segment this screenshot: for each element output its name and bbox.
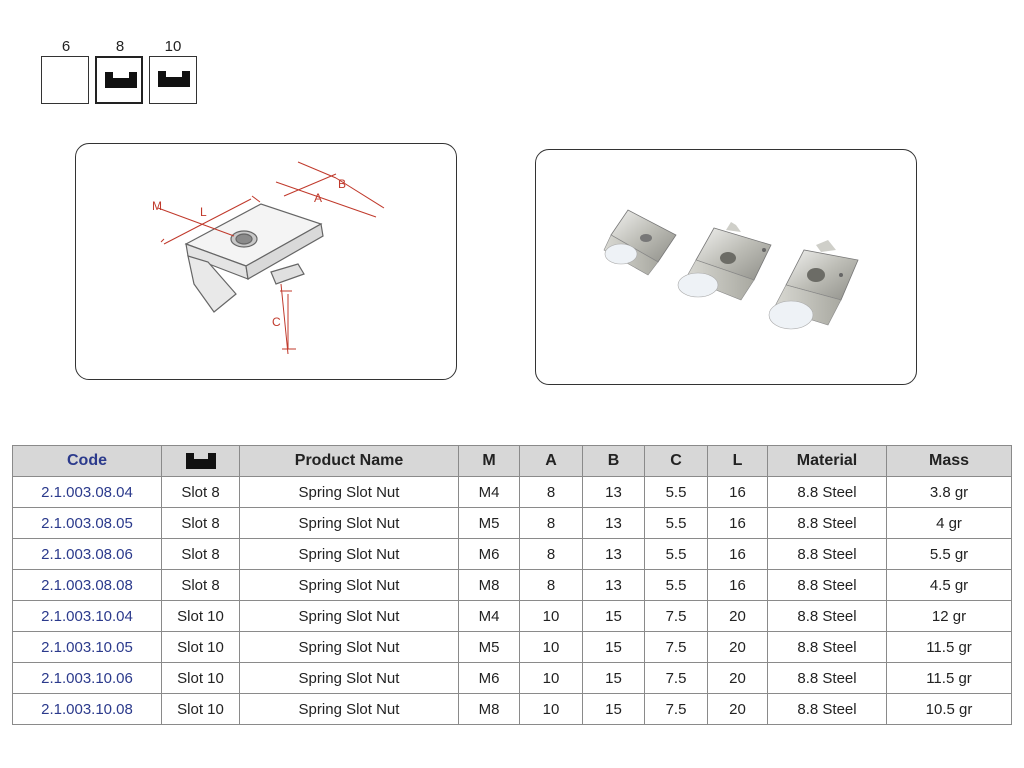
slot-profile-icon bbox=[183, 449, 219, 473]
dimension-drawing bbox=[76, 144, 457, 380]
cell-code: 2.1.003.08.04 bbox=[13, 477, 162, 508]
cell-slot: Slot 8 bbox=[162, 477, 240, 508]
cell-c: 5.5 bbox=[645, 508, 708, 539]
cell-slot: Slot 8 bbox=[162, 508, 240, 539]
header-slot-icon bbox=[162, 446, 240, 477]
cell-slot: Slot 10 bbox=[162, 663, 240, 694]
header-c: C bbox=[645, 446, 708, 477]
product-photo-frame bbox=[535, 149, 917, 385]
cell-slot: Slot 10 bbox=[162, 601, 240, 632]
cell-mass: 5.5 gr bbox=[887, 539, 1012, 570]
cell-name: Spring Slot Nut bbox=[240, 601, 459, 632]
cell-m: M5 bbox=[459, 632, 520, 663]
cell-m: M6 bbox=[459, 539, 520, 570]
cell-mass: 4 gr bbox=[887, 508, 1012, 539]
cell-l: 16 bbox=[708, 570, 768, 601]
cell-b: 15 bbox=[583, 601, 645, 632]
table-row bbox=[13, 694, 1012, 725]
table-row bbox=[13, 663, 1012, 694]
cell-l: 16 bbox=[708, 539, 768, 570]
cell-name: Spring Slot Nut bbox=[240, 477, 459, 508]
cell-c: 5.5 bbox=[645, 570, 708, 601]
cell-b: 15 bbox=[583, 694, 645, 725]
nut-spring-tab bbox=[271, 264, 304, 284]
cell-material: 8.8 Steel bbox=[768, 694, 887, 725]
table-row bbox=[13, 539, 1012, 570]
header-material: Material bbox=[768, 446, 887, 477]
cell-material: 8.8 Steel bbox=[768, 601, 887, 632]
cell-c: 7.5 bbox=[645, 663, 708, 694]
cell-m: M6 bbox=[459, 663, 520, 694]
cell-slot: Slot 10 bbox=[162, 694, 240, 725]
table-body bbox=[13, 477, 1012, 725]
slot-size-10-box[interactable] bbox=[149, 56, 197, 104]
cell-c: 7.5 bbox=[645, 601, 708, 632]
cell-c: 5.5 bbox=[645, 539, 708, 570]
cell-b: 13 bbox=[583, 539, 645, 570]
cell-c: 7.5 bbox=[645, 694, 708, 725]
cell-l: 20 bbox=[708, 694, 768, 725]
cell-l: 16 bbox=[708, 477, 768, 508]
dimension-label-b: B bbox=[338, 177, 347, 191]
dimension-label-a: A bbox=[314, 191, 323, 205]
table-row bbox=[13, 601, 1012, 632]
slot-size-label-6: 6 bbox=[61, 38, 71, 55]
cell-name: Spring Slot Nut bbox=[240, 694, 459, 725]
cell-l: 16 bbox=[708, 508, 768, 539]
header-a: A bbox=[520, 446, 583, 477]
header-code: Code bbox=[13, 446, 162, 477]
header-b: B bbox=[583, 446, 645, 477]
cell-name: Spring Slot Nut bbox=[240, 632, 459, 663]
cell-code: 2.1.003.08.08 bbox=[13, 570, 162, 601]
cell-b: 15 bbox=[583, 663, 645, 694]
cell-code: 2.1.003.10.06 bbox=[13, 663, 162, 694]
cell-c: 7.5 bbox=[645, 632, 708, 663]
slot-size-label-10: 10 bbox=[164, 38, 182, 55]
cell-material: 8.8 Steel bbox=[768, 632, 887, 663]
cell-mass: 10.5 gr bbox=[887, 694, 1012, 725]
cell-material: 8.8 Steel bbox=[768, 539, 887, 570]
table-row bbox=[13, 477, 1012, 508]
dimension-label-l: L bbox=[200, 205, 207, 219]
cell-name: Spring Slot Nut bbox=[240, 508, 459, 539]
table-row bbox=[13, 632, 1012, 663]
cell-a: 10 bbox=[520, 601, 583, 632]
cell-a: 8 bbox=[520, 477, 583, 508]
slot-size-8-box[interactable] bbox=[95, 56, 143, 104]
spec-table bbox=[12, 445, 1012, 725]
cell-code: 2.1.003.10.04 bbox=[13, 601, 162, 632]
technical-drawing-frame bbox=[75, 143, 457, 380]
table-row bbox=[13, 570, 1012, 601]
cell-code: 2.1.003.10.08 bbox=[13, 694, 162, 725]
cell-c: 5.5 bbox=[645, 477, 708, 508]
cell-slot: Slot 8 bbox=[162, 570, 240, 601]
cell-l: 20 bbox=[708, 663, 768, 694]
cell-name: Spring Slot Nut bbox=[240, 539, 459, 570]
cell-name: Spring Slot Nut bbox=[240, 663, 459, 694]
cell-code: 2.1.003.10.05 bbox=[13, 632, 162, 663]
cell-b: 13 bbox=[583, 570, 645, 601]
header-m: M bbox=[459, 446, 520, 477]
cell-material: 8.8 Steel bbox=[768, 570, 887, 601]
product-photo bbox=[536, 150, 917, 385]
cell-material: 8.8 Steel bbox=[768, 663, 887, 694]
cell-b: 13 bbox=[583, 508, 645, 539]
cell-b: 13 bbox=[583, 477, 645, 508]
cell-mass: 12 gr bbox=[887, 601, 1012, 632]
dimension-label-m: M bbox=[152, 199, 162, 213]
cell-m: M8 bbox=[459, 694, 520, 725]
dimension-label-c: C bbox=[272, 315, 281, 329]
cell-slot: Slot 8 bbox=[162, 539, 240, 570]
cell-m: M5 bbox=[459, 508, 520, 539]
table-header-row bbox=[13, 446, 1012, 477]
cell-material: 8.8 Steel bbox=[768, 477, 887, 508]
cell-mass: 4.5 gr bbox=[887, 570, 1012, 601]
cell-slot: Slot 10 bbox=[162, 632, 240, 663]
cell-mass: 3.8 gr bbox=[887, 477, 1012, 508]
nut-photo-small bbox=[604, 210, 676, 275]
nut-photo-large bbox=[769, 240, 858, 329]
slot-profile-icon bbox=[101, 66, 141, 96]
slot-size-6-box[interactable] bbox=[41, 56, 89, 104]
cell-m: M4 bbox=[459, 477, 520, 508]
cell-m: M4 bbox=[459, 601, 520, 632]
cell-b: 15 bbox=[583, 632, 645, 663]
header-l: L bbox=[708, 446, 768, 477]
table-row bbox=[13, 508, 1012, 539]
cell-code: 2.1.003.08.06 bbox=[13, 539, 162, 570]
cell-mass: 11.5 gr bbox=[887, 632, 1012, 663]
cell-a: 10 bbox=[520, 632, 583, 663]
cell-a: 10 bbox=[520, 663, 583, 694]
cell-name: Spring Slot Nut bbox=[240, 570, 459, 601]
cell-a: 8 bbox=[520, 508, 583, 539]
cell-mass: 11.5 gr bbox=[887, 663, 1012, 694]
cell-l: 20 bbox=[708, 601, 768, 632]
cell-code: 2.1.003.08.05 bbox=[13, 508, 162, 539]
cell-a: 8 bbox=[520, 539, 583, 570]
cell-a: 8 bbox=[520, 570, 583, 601]
nut-photo-medium bbox=[678, 222, 771, 300]
cell-a: 10 bbox=[520, 694, 583, 725]
slot-profile-icon bbox=[154, 65, 194, 95]
cell-l: 20 bbox=[708, 632, 768, 663]
cell-m: M8 bbox=[459, 570, 520, 601]
header-product-name: Product Name bbox=[240, 446, 459, 477]
header-mass: Mass bbox=[887, 446, 1012, 477]
cell-material: 8.8 Steel bbox=[768, 508, 887, 539]
slot-size-label-8: 8 bbox=[115, 38, 125, 55]
